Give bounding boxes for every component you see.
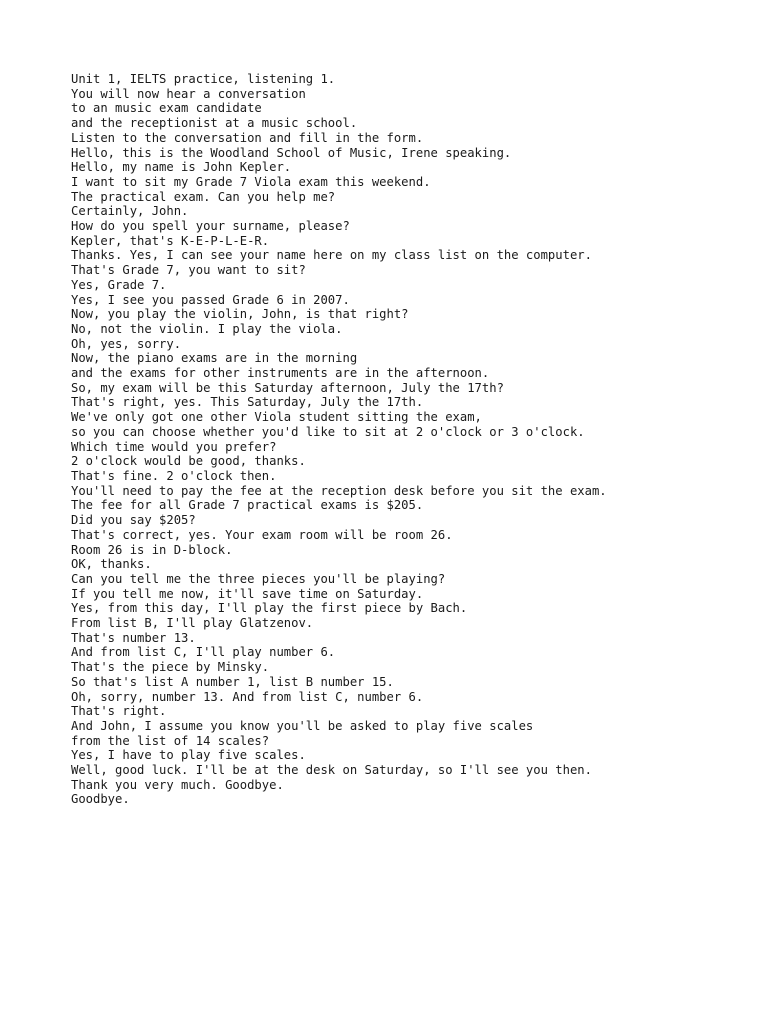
transcript-line: to an music exam candidate (71, 101, 262, 116)
transcript-line: Kepler, that's K-E-P-L-E-R. (71, 233, 270, 248)
transcript-line: Well, good luck. I'll be at the desk on Saturday, so I'll see you then. (71, 763, 592, 778)
transcript-line: That's number 13. (71, 630, 196, 645)
transcript-line: That's right. (71, 704, 167, 719)
transcript-line: Hello, this is the Woodland School of Music, Irene speaking. (71, 145, 512, 160)
transcript-line: The fee for all Grade 7 practical exams is $205. (71, 498, 424, 513)
transcript-line: OK, thanks. (71, 557, 152, 572)
transcript-line: from the list of 14 scales? (71, 733, 270, 748)
transcript-line: And from list C, I'll play number 6. (71, 645, 336, 660)
transcript-line: The practical exam. Can you help me? (71, 189, 336, 204)
transcript-line: and the exams for other instruments are in the afternoon. (71, 366, 490, 381)
transcript-line: Now, you play the violin, John, is that right? (71, 307, 409, 322)
transcript-line: Unit 1, IELTS practice, listening 1. (71, 72, 336, 86)
transcript-line: Did you say $205? (71, 513, 196, 528)
transcript-line: If you tell me now, it'll save time on Saturday. (71, 586, 424, 601)
transcript-line: We've only got one other Viola student sitting the exam, (71, 410, 482, 425)
transcript-line: Hello, my name is John Kepler. (71, 160, 292, 175)
transcript-line: Now, the piano exams are in the morning (71, 351, 358, 366)
transcript-line: Yes, Grade 7. (71, 277, 167, 292)
transcript-line: How do you spell your surname, please? (71, 219, 350, 234)
transcript-line: Oh, sorry, number 13. And from list C, number 6. (71, 689, 424, 704)
transcript-line: That's correct, yes. Your exam room will be room 26. (71, 527, 453, 542)
transcript-line: Listen to the conversation and fill in the form. (71, 130, 424, 145)
transcript-line: I want to sit my Grade 7 Viola exam this weekend. (71, 174, 431, 189)
transcript-line: and the receptionist at a music school. (71, 116, 358, 131)
transcript-line: Thanks. Yes, I can see your name here on my class list on the computer. (71, 248, 592, 263)
transcript-line: Room 26 is in D-block. (71, 542, 233, 557)
transcript-line: That's Grade 7, you want to sit? (71, 263, 306, 278)
transcript-line: 2 o'clock would be good, thanks. (71, 454, 306, 469)
transcript-page (71, 72, 751, 807)
transcript-line: So, my exam will be this Saturday afternoon, July the 17th? (71, 380, 504, 395)
transcript-line: You will now hear a conversation (71, 86, 306, 101)
transcript-line: Certainly, John. (71, 204, 189, 219)
transcript-line: From list B, I'll play Glatzenov. (71, 616, 314, 631)
transcript-line: Yes, I see you passed Grade 6 in 2007. (71, 292, 350, 307)
transcript-line: so you can choose whether you'd like to sit at 2 o'clock or 3 o'clock. (71, 424, 585, 439)
transcript-line: That's the piece by Minsky. (71, 660, 270, 675)
transcript-line: You'll need to pay the fee at the reception desk before you sit the exam. (71, 483, 607, 498)
transcript-line: Yes, from this day, I'll play the first piece by Bach. (71, 601, 468, 616)
transcript-line: Which time would you prefer? (71, 439, 277, 454)
transcript-line: That's right, yes. This Saturday, July the 17th. (71, 395, 424, 410)
transcript-line: And John, I assume you know you'll be asked to play five scales (71, 718, 534, 733)
transcript-line: That's fine. 2 o'clock then. (71, 468, 277, 483)
transcript-line: Oh, yes, sorry. (71, 336, 182, 351)
transcript-line: Thank you very much. Goodbye. (71, 777, 284, 792)
transcript-line: So that's list A number 1, list B number 15. (71, 674, 394, 689)
transcript-line: Yes, I have to play five scales. (71, 748, 306, 763)
transcript-line: Can you tell me the three pieces you'll be playing? (71, 571, 446, 586)
transcript-line: No, not the violin. I play the viola. (71, 321, 343, 336)
transcript-line: Goodbye. (71, 792, 130, 807)
